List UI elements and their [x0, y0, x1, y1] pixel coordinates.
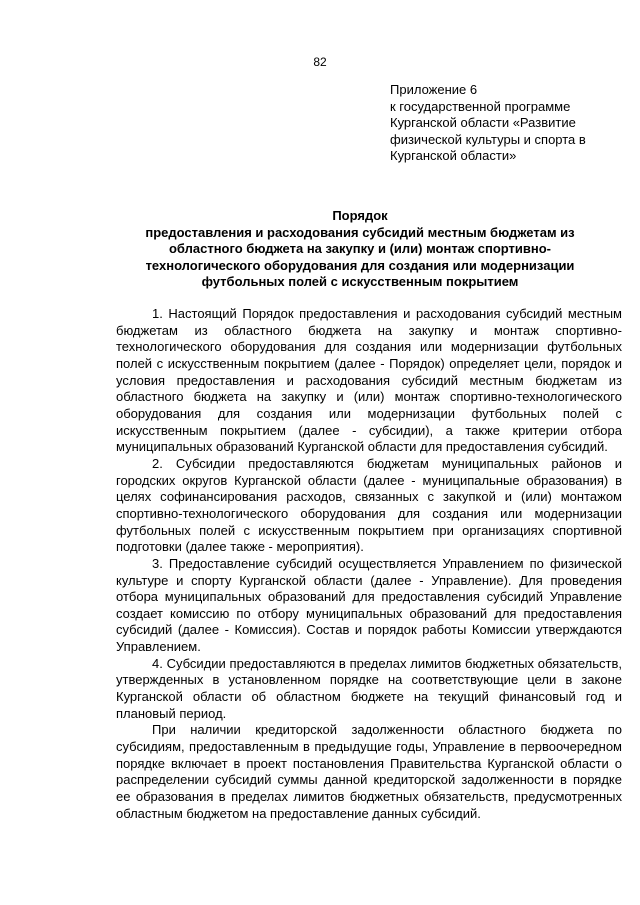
paragraph-4: 4. Субсидии предоставляются в пределах лимитов бюджетных обязательств, утвержденных в установленном порядке на соответствующие цели в законе Курганской области об областном бюджете на текущий финансовый год и плановый период. [116, 655, 622, 721]
appendix-line: к государственной программе [390, 98, 571, 114]
paragraph-1: 1. Настоящий Порядок предоставления и расходования субсидий местным бюджетам из областного бюджета на закупку и монтаж спортивно-технологического оборудования для создания или модернизации футбольных полей с искусственным покрытием (далее - Порядок) определяет цели, порядок и условия предоставления и расходования субсидий местным бюджетам из областного бюджета на закупку и (или) монтаж спортивно-технологического оборудования для создания или модернизации футбольных полей с искусственным покрытием (далее - субсидии), а также критерии отбора муниципальных образований Курганской области для предоставления субсидий. [116, 306, 622, 455]
appendix-line: Курганской области» [390, 148, 517, 163]
document-title [110, 208, 610, 291]
appendix-line: Приложение 6 [390, 82, 478, 97]
page-number: 82 [313, 55, 327, 69]
paragraph-3: 3. Предоставление субсидий осуществляется Управлением по физической культуре и спорту Курганской области (далее - Управление). Для проведения отбора муниципальных образований для предоставления субсидий Управление создает комиссию по отбору муниципальных образований для предоставления субсидий (далее - Комиссия). Состав и порядок работы Комиссии утверждаются Управлением. [116, 555, 622, 655]
appendix-block [390, 82, 626, 165]
title-line: предоставления и расходования субсидий местным бюджетам из [145, 224, 575, 240]
appendix-line: физической культуры и спорта в [390, 131, 586, 147]
title-line: технологического оборудования для создания или модернизации [145, 257, 575, 273]
title-heading: Порядок [332, 208, 388, 223]
paragraph-5: При наличии кредиторской задолженности областного бюджета по субсидиям, предоставленным в предыдущие годы, Управление в первоочередном порядке включает в проект постановления Правительства Курганской области о распределении субсидий суммы данной кредиторской задолженности в порядке ее образования в пределах лимитов бюджетных обязательств, предусмотренных областным бюджетом на предоставление данных субсидий. [116, 722, 622, 821]
title-line: футбольных полей с искусственным покрытием [201, 274, 519, 289]
paragraph-2: 2. Субсидии предоставляются бюджетам муниципальных районов и городских округов Курганской области (далее - муниципальные образования) в целях софинансирования расходов, связанных с закупкой и (или) монтажом спортивно-технологического оборудования для создания или модернизации футбольных полей с искусственным покрытием при организациях спортивной подготовки (далее также - мероприятия). [116, 455, 622, 555]
title-line: областного бюджета на закупку и (или) монтаж спортивно- [168, 241, 552, 256]
appendix-line: Курганской области «Развитие [390, 115, 576, 130]
document-body [116, 306, 622, 822]
